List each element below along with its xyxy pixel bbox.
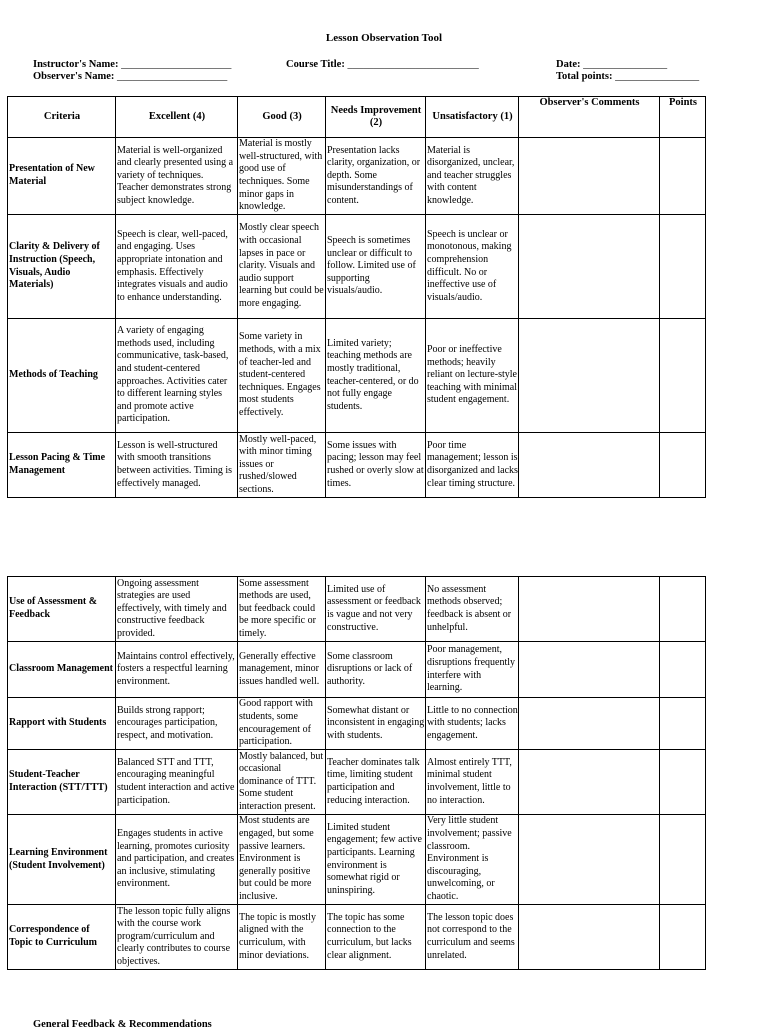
observer-comments-cell[interactable] — [519, 577, 660, 642]
course-title-blank: _________________________ — [347, 59, 479, 70]
table-row — [8, 577, 706, 642]
document-title: Lesson Observation Tool — [325, 32, 443, 44]
observer-name-field — [33, 71, 227, 82]
good-cell: Generally effective management, minor issues handled well. — [238, 642, 326, 698]
points-cell[interactable] — [660, 905, 706, 970]
unsatisfactory-cell: Poor or ineffective methods; heavily reliant on lecture-style teaching with minimal student engagement. — [426, 319, 519, 433]
table-header-row — [8, 97, 706, 138]
good-header: Good (3) — [238, 97, 326, 138]
points-cell[interactable] — [660, 577, 706, 642]
course-title-label: Course Title: — [286, 59, 345, 70]
needs-improvement-cell: Somewhat distant or inconsistent in engaging with students. — [326, 698, 426, 750]
needs-improvement-cell: Presentation lacks clarity, organization, or depth. Some misunderstandings of content. — [326, 138, 426, 215]
observer-comments-cell[interactable] — [519, 815, 660, 905]
date-label: Date: — [556, 59, 581, 70]
points-cell[interactable] — [660, 433, 706, 498]
excellent-cell: Builds strong rapport; encourages participation, respect, and motivation. — [116, 698, 238, 750]
observer-name-label: Observer's Name: — [33, 71, 115, 82]
good-cell: Mostly balanced, but occasional dominance of TTT. Some student interaction present. — [238, 750, 326, 815]
table-row — [8, 750, 706, 815]
total-points-label: Total points: — [556, 71, 613, 82]
excellent-cell: Ongoing assessment strategies are used effectively, with timely and constructive feedback provided. — [116, 577, 238, 642]
total-points-field — [556, 71, 699, 82]
excellent-cell: Lesson is well-structured with smooth transitions between activities. Timing is effectively managed. — [116, 433, 238, 498]
unsatisfactory-cell: Very little student involvement; passive classroom. Environment is discouraging, unwelcoming, or chaotic. — [426, 815, 519, 905]
excellent-cell: Speech is clear, well-paced, and engaging. Uses appropriate intonation and emphasis. Effectively integrates visuals and audio to enhance understanding. — [116, 215, 238, 319]
total-points-blank: ________________ — [615, 71, 700, 82]
points-cell[interactable] — [660, 319, 706, 433]
criteria-cell: Classroom Management — [8, 642, 116, 698]
observer-comments-cell[interactable] — [519, 750, 660, 815]
instructor-name-blank: _____________________ — [121, 59, 232, 70]
observer-comments-cell[interactable] — [519, 698, 660, 750]
good-cell: Some assessment methods are used, but feedback could be more specific or timely. — [238, 577, 326, 642]
points-cell[interactable] — [660, 698, 706, 750]
excellent-cell: Maintains control effectively, fosters a respectful learning environment. — [116, 642, 238, 698]
unsatisfactory-cell: No assessment methods observed; feedback is absent or unhelpful. — [426, 577, 519, 642]
observer-comments-cell[interactable] — [519, 138, 660, 215]
needs-improvement-header: Needs Improvement (2) — [326, 97, 426, 138]
table-row — [8, 319, 706, 433]
unsatisfactory-cell: The lesson topic does not correspond to the curriculum and seems unrelated. — [426, 905, 519, 970]
observer-comments-cell[interactable] — [519, 215, 660, 319]
criteria-cell: Correspondence of Topic to Curriculum — [8, 905, 116, 970]
needs-improvement-cell: Teacher dominates talk time, limiting student participation and reducing interaction. — [326, 750, 426, 815]
instructor-name-field — [33, 59, 231, 70]
excellent-cell: A variety of engaging methods used, including communicative, task-based, and student-centered approaches. Activities cater to different learning styles and promote active participation. — [116, 319, 238, 433]
good-cell: Mostly well-paced, with minor timing issues or rushed/slowed sections. — [238, 433, 326, 498]
good-cell: Most students are engaged, but some passive learners. Environment is generally positive but could be more inclusive. — [238, 815, 326, 905]
needs-improvement-cell: Some issues with pacing; lesson may feel rushed or overly slow at times. — [326, 433, 426, 498]
needs-improvement-cell: Speech is sometimes unclear or difficult to follow. Limited use of supporting visuals/audio. — [326, 215, 426, 319]
unsatisfactory-cell: Speech is unclear or monotonous, making comprehension difficult. No or ineffective use of visuals/audio. — [426, 215, 519, 319]
table-row — [8, 215, 706, 319]
points-header: Points — [660, 97, 706, 138]
criteria-cell: Use of Assessment & Feedback — [8, 577, 116, 642]
good-cell: The topic is mostly aligned with the curriculum, with minor deviations. — [238, 905, 326, 970]
table-row — [8, 815, 706, 905]
excellent-cell: Balanced STT and TTT, encouraging meaningful student interaction and active participation. — [116, 750, 238, 815]
criteria-header: Criteria — [8, 97, 116, 138]
points-cell[interactable] — [660, 815, 706, 905]
instructor-name-label: Instructor's Name: — [33, 59, 119, 70]
points-cell[interactable] — [660, 138, 706, 215]
observer-comments-cell[interactable] — [519, 433, 660, 498]
table-row — [8, 698, 706, 750]
needs-improvement-cell: Limited variety; teaching methods are mostly traditional, teacher-centered, or do not fully engage students. — [326, 319, 426, 433]
points-cell[interactable] — [660, 750, 706, 815]
excellent-header: Excellent (4) — [116, 97, 238, 138]
excellent-cell: The lesson topic fully aligns with the course work program/curriculum and clearly contributes to course objectives. — [116, 905, 238, 970]
points-cell[interactable] — [660, 642, 706, 698]
good-cell: Good rapport with students, some encouragement of participation. — [238, 698, 326, 750]
course-title-field — [286, 59, 479, 70]
criteria-cell: Clarity & Delivery of Instruction (Speech, Visuals, Audio Materials) — [8, 215, 116, 319]
unsatisfactory-cell: Poor time management; lesson is disorganized and lacks clear timing structure. — [426, 433, 519, 498]
rubric-table-page2 — [7, 576, 706, 970]
table-row — [8, 433, 706, 498]
points-cell[interactable] — [660, 215, 706, 319]
observer-comments-header: Observer's Comments — [519, 97, 660, 138]
unsatisfactory-cell: Little to no connection with students; lacks engagement. — [426, 698, 519, 750]
criteria-cell: Presentation of New Material — [8, 138, 116, 215]
table-row — [8, 138, 706, 215]
excellent-cell: Engages students in active learning, promotes curiosity and participation, and creates an inclusive, stimulating environment. — [116, 815, 238, 905]
date-blank: ________________ — [583, 59, 668, 70]
observer-comments-cell[interactable] — [519, 905, 660, 970]
excellent-cell: Material is well-organized and clearly presented using a variety of techniques. Teacher demonstrates strong subject knowledge. — [116, 138, 238, 215]
needs-improvement-cell: Limited use of assessment or feedback is vague and not very constructive. — [326, 577, 426, 642]
needs-improvement-cell: Limited student engagement; few active participants. Learning environment is somewhat rigid or uninspiring. — [326, 815, 426, 905]
observer-comments-cell[interactable] — [519, 642, 660, 698]
good-cell: Some variety in methods, with a mix of teacher-led and student-centered techniques. Engages most students effectively. — [238, 319, 326, 433]
table-row — [8, 905, 706, 970]
observer-comments-cell[interactable] — [519, 319, 660, 433]
good-cell: Material is mostly well-structured, with good use of techniques. Some minor gaps in knowledge. — [238, 138, 326, 215]
criteria-cell: Learning Environment (Student Involvement) — [8, 815, 116, 905]
needs-improvement-cell: Some classroom disruptions or lack of authority. — [326, 642, 426, 698]
observer-name-blank: _____________________ — [116, 71, 228, 82]
criteria-cell: Rapport with Students — [8, 698, 116, 750]
rubric-table-page1 — [7, 96, 706, 498]
criteria-cell: Student-Teacher Interaction (STT/TTT) — [8, 750, 116, 815]
general-feedback-heading: General Feedback & Recommendations — [33, 1019, 212, 1030]
unsatisfactory-header: Unsatisfactory (1) — [426, 97, 519, 138]
unsatisfactory-cell: Almost entirely TTT, minimal student involvement, little to no interaction. — [426, 750, 519, 815]
unsatisfactory-cell: Poor management, disruptions frequently interfere with learning. — [426, 642, 519, 698]
criteria-cell: Methods of Teaching — [8, 319, 116, 433]
needs-improvement-cell: The topic has some connection to the curriculum, but lacks clear alignment. — [326, 905, 426, 970]
table-row — [8, 642, 706, 698]
date-field — [556, 59, 667, 70]
criteria-cell: Lesson Pacing & Time Management — [8, 433, 116, 498]
unsatisfactory-cell: Material is disorganized, unclear, and teacher struggles with content knowledge. — [426, 138, 519, 215]
good-cell: Mostly clear speech with occasional lapses in pace or clarity. Visuals and audio support learning but could be more engaging. — [238, 215, 326, 319]
